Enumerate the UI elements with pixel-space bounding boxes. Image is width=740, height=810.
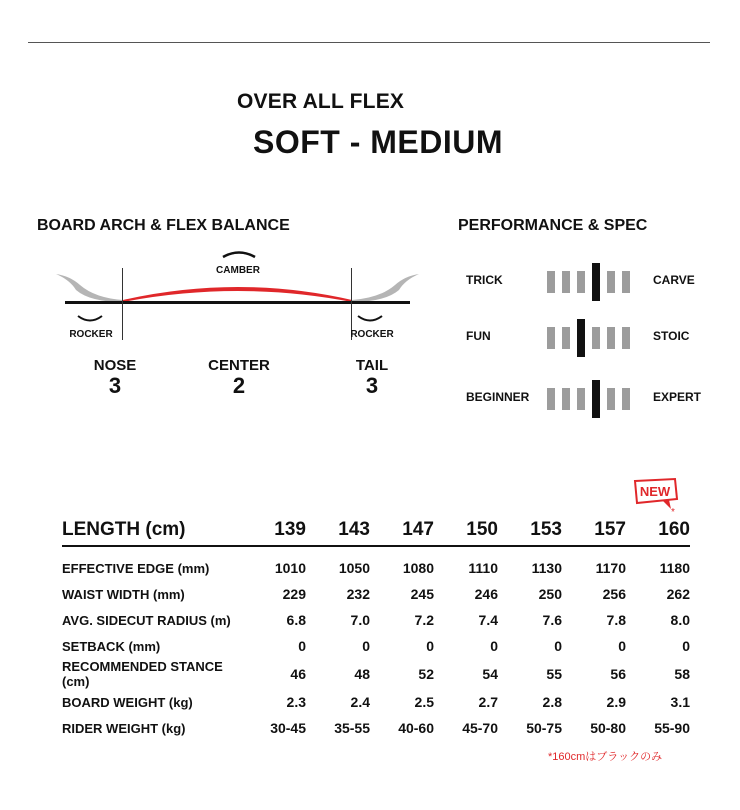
spec-value: 7.8 xyxy=(606,612,626,628)
spec-header-row xyxy=(62,515,690,546)
spec-value: 0 xyxy=(426,638,434,654)
spec-row-recommended-stance xyxy=(62,659,690,689)
spec-value: 2.5 xyxy=(414,694,434,710)
scale-marker xyxy=(607,271,615,293)
spec-value: 48 xyxy=(354,666,370,682)
rocker-left-label: ROCKER xyxy=(69,329,113,340)
spec-label: RIDER WEIGHT (kg) xyxy=(62,720,186,736)
scale-marker xyxy=(562,271,570,293)
spec-value: 262 xyxy=(666,586,690,602)
spec-value: 45-70 xyxy=(462,720,498,736)
performance-scale xyxy=(547,317,637,357)
spec-value: 2.8 xyxy=(542,694,562,710)
zone-label: NOSE xyxy=(93,357,137,374)
spec-value: 3.1 xyxy=(670,694,690,710)
spec-value: 8.0 xyxy=(670,612,690,628)
scale-marker xyxy=(547,388,555,410)
scale-marker xyxy=(622,327,630,349)
camber-shape xyxy=(123,287,352,302)
new-badge-tail xyxy=(663,500,671,509)
spec-row-board-weight xyxy=(62,689,690,715)
zone-value: 3 xyxy=(365,373,379,398)
spec-value: 46 xyxy=(290,666,306,682)
spec-value: 50-80 xyxy=(590,720,626,736)
spec-value: 54 xyxy=(482,666,498,682)
scale-left-label: FUN xyxy=(466,329,491,343)
length-139: 139 xyxy=(242,515,306,546)
length-143: 143 xyxy=(306,515,370,546)
spec-value: 30-45 xyxy=(270,720,306,736)
spec-row-waist-width xyxy=(62,581,690,607)
spec-label: WAIST WIDTH (mm) xyxy=(62,586,185,602)
spec-value: 256 xyxy=(602,586,626,602)
scale-marker xyxy=(577,271,585,293)
performance-row-fun-stoic xyxy=(466,317,716,357)
spec-value: 0 xyxy=(682,638,690,654)
spec-value: 7.2 xyxy=(414,612,434,628)
scale-marker xyxy=(592,327,600,349)
scale-marker-selected xyxy=(577,319,585,357)
scale-left-label: BEGINNER xyxy=(466,390,530,404)
spec-value: 1170 xyxy=(595,560,626,576)
length-147: 147 xyxy=(370,515,434,546)
spec-value: 35-55 xyxy=(334,720,370,736)
camber-label: CAMBER xyxy=(216,265,260,276)
spec-value: 1050 xyxy=(338,560,370,576)
spec-label: BOARD WEIGHT (kg) xyxy=(62,694,193,710)
scale-marker xyxy=(547,327,555,349)
scale-marker xyxy=(562,388,570,410)
rocker-right-icon xyxy=(358,316,382,321)
new-badge-mark: * xyxy=(671,507,675,517)
spec-label: SETBACK (mm) xyxy=(62,638,161,654)
length-153: 153 xyxy=(498,515,562,546)
spec-value: 55 xyxy=(546,666,562,682)
zone-tail xyxy=(337,357,407,398)
spec-value: 6.8 xyxy=(286,612,306,628)
spec-value: 1180 xyxy=(659,560,690,576)
length-160: 160 xyxy=(626,515,690,546)
spec-value: 232 xyxy=(346,586,370,602)
scale-right-label: STOIC xyxy=(653,329,690,343)
spec-label: RECOMMENDED STANCE (cm) xyxy=(62,659,223,689)
zone-value: 2 xyxy=(232,373,246,398)
spec-value: 1110 xyxy=(468,560,498,576)
zone-value: 3 xyxy=(108,373,122,398)
scale-right-label: CARVE xyxy=(653,273,695,287)
spec-value: 1080 xyxy=(402,560,434,576)
scale-marker-selected xyxy=(592,380,600,418)
zone-center xyxy=(199,357,279,398)
board-arch-diagram xyxy=(40,240,430,350)
spec-value: 229 xyxy=(282,586,306,602)
length-157: 157 xyxy=(562,515,626,546)
spec-row-rider-weight xyxy=(62,715,690,741)
scale-marker-selected xyxy=(592,263,600,301)
spec-value: 2.7 xyxy=(478,694,498,710)
nose-rocker-shape xyxy=(56,274,123,302)
spec-value: 2.3 xyxy=(286,694,306,710)
spec-value: 2.9 xyxy=(606,694,626,710)
scale-marker xyxy=(607,388,615,410)
new-badge xyxy=(633,477,681,517)
spec-value: 245 xyxy=(410,586,434,602)
spec-value: 50-75 xyxy=(526,720,562,736)
spec-value: 0 xyxy=(618,638,626,654)
spec-label: AVG. SIDECUT RADIUS (m) xyxy=(62,612,231,628)
overall-flex-value: SOFT - MEDIUM xyxy=(253,124,504,160)
spec-value: 55-90 xyxy=(654,720,690,736)
spec-value: 0 xyxy=(362,638,370,654)
scale-marker xyxy=(622,271,630,293)
spec-value: 1010 xyxy=(274,560,306,576)
spec-value: 0 xyxy=(298,638,306,654)
spec-value: 0 xyxy=(554,638,562,654)
spec-value: 40-60 xyxy=(398,720,434,736)
spec-table xyxy=(62,515,690,741)
spec-value: 7.4 xyxy=(478,612,498,628)
top-divider xyxy=(28,42,710,43)
new-badge-text: NEW xyxy=(639,484,671,499)
scale-marker xyxy=(577,388,585,410)
performance-row-trick-carve xyxy=(466,261,716,301)
footnote: *160cmはブラックのみ xyxy=(548,751,663,763)
spec-value: 52 xyxy=(418,666,434,682)
length-header-label: LENGTH (cm) xyxy=(62,515,242,546)
camber-arc-icon xyxy=(223,253,255,258)
spec-value: 1130 xyxy=(531,560,562,576)
length-150: 150 xyxy=(434,515,498,546)
spec-row-setback xyxy=(62,633,690,659)
scale-marker xyxy=(622,388,630,410)
scale-marker xyxy=(607,327,615,349)
scale-left-label: TRICK xyxy=(466,273,503,287)
performance-scale xyxy=(547,261,637,301)
spec-value: 7.6 xyxy=(542,612,562,628)
arch-section-title: BOARD ARCH & FLEX BALANCE xyxy=(37,217,290,234)
spec-value: 246 xyxy=(474,586,498,602)
rocker-right-label: ROCKER xyxy=(350,329,394,340)
spec-value: 0 xyxy=(490,638,498,654)
spec-value: 58 xyxy=(674,666,690,682)
spec-label: EFFECTIVE EDGE (mm) xyxy=(62,560,210,576)
spec-value: 250 xyxy=(538,586,562,602)
overall-flex-title: OVER ALL FLEX xyxy=(237,90,405,113)
spec-value: 2.4 xyxy=(350,694,370,710)
rocker-left-icon xyxy=(78,316,102,321)
board-base-line xyxy=(65,301,410,304)
zone-label: CENTER xyxy=(208,357,270,374)
zone-label: TAIL xyxy=(355,357,389,374)
scale-marker xyxy=(562,327,570,349)
spec-value: 56 xyxy=(610,666,626,682)
performance-scale xyxy=(547,378,637,418)
performance-row-beginner-expert xyxy=(466,378,716,418)
scale-marker xyxy=(547,271,555,293)
scale-right-label: EXPERT xyxy=(653,390,702,404)
performance-section-title: PERFORMANCE & SPEC xyxy=(458,217,648,234)
nose-divider xyxy=(122,268,123,340)
spec-row-effective-edge xyxy=(62,546,690,581)
spec-row-sidecut-radius xyxy=(62,607,690,633)
tail-rocker-shape xyxy=(352,274,419,302)
zone-nose xyxy=(80,357,150,398)
spec-value: 7.0 xyxy=(350,612,370,628)
